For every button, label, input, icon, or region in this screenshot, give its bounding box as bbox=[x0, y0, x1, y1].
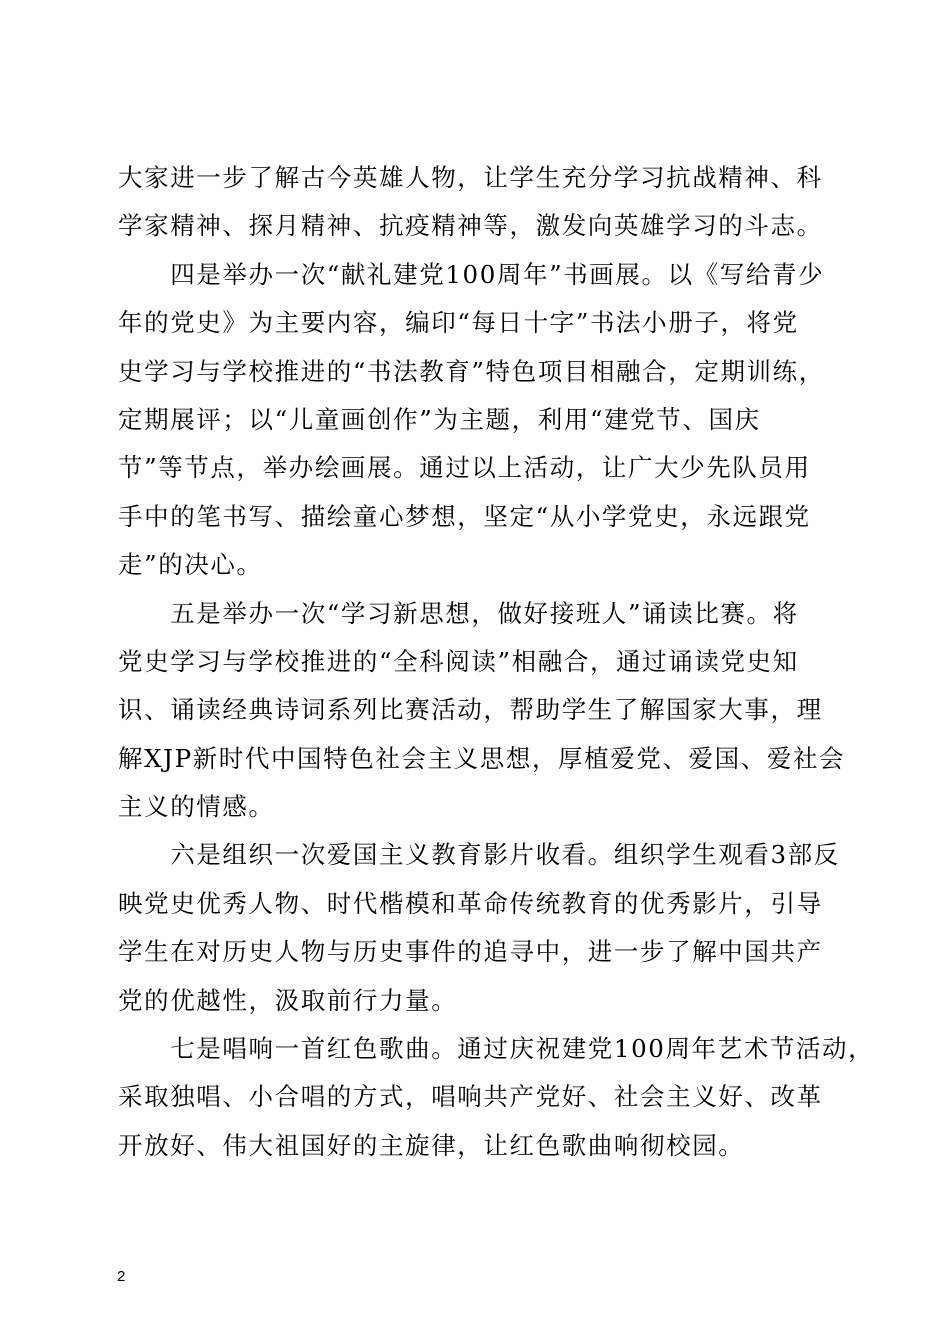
text-line: 党史学习与学校推进的“全科阅读”相融合，通过诵读党史知 bbox=[118, 646, 799, 676]
text-line: 定期展评；以“儿童画创作”为主题，利用“建党节、国庆 bbox=[118, 404, 761, 434]
text-line: 开放好、伟大祖国好的主旋律，让红色歌曲响彻校园。 bbox=[118, 1130, 745, 1160]
text-line: 年的党史》为主要内容，编印“每日十字”书法小册子，将党 bbox=[118, 308, 799, 338]
text-line: 五是举办一次“学习新思想，做好接班人”诵读比赛。将 bbox=[118, 598, 799, 628]
body-text bbox=[118, 154, 875, 1170]
text-line: 六是组织一次爱国主义教育影片收看。组织学生观看3部反 bbox=[118, 840, 840, 870]
text-line: 四是举办一次“献礼建党100周年”书画展。以《写给青少 bbox=[118, 259, 825, 289]
text-line: 党的优越性，汲取前行力量。 bbox=[118, 985, 458, 1015]
text-line: 解XJP新时代中国特色社会主义思想，厚植爱党、爱国、爱社会 bbox=[118, 743, 846, 773]
page-number: 2 bbox=[117, 1268, 126, 1285]
text-line: 主义的情感。 bbox=[118, 792, 275, 822]
text-line: 史学习与学校推进的“书法教育”特色项目相融合，定期训练， bbox=[118, 356, 825, 386]
text-line: 节”等节点，举办绘画展。通过以上活动，让广大少先队员用 bbox=[118, 453, 811, 483]
text-line: 映党史优秀人物、时代楷模和革命传统教育的优秀影片，引导 bbox=[118, 888, 823, 918]
text-line: 学家精神、探月精神、抗疫精神等，激发向英雄学习的斗志。 bbox=[118, 211, 823, 241]
text-line: 学生在对历史人物与历史事件的追寻中，进一步了解中国共产 bbox=[118, 937, 823, 967]
text-line: 大家进一步了解古今英雄人物，让学生充分学习抗战精神、科 bbox=[118, 163, 823, 192]
text-line: 识、诵读经典诗词系列比赛活动，帮助学生了解国家大事，理 bbox=[118, 695, 823, 725]
text-line: 七是唱响一首红色歌曲。通过庆祝建党100周年艺术节活动， bbox=[118, 1034, 875, 1064]
text-line: 走”的决心。 bbox=[118, 550, 263, 580]
text-line: 采取独唱、小合唱的方式，唱响共产党好、社会主义好、改革 bbox=[118, 1082, 823, 1112]
text-line: 手中的笔书写、描绘童心梦想，坚定“从小学党史，永远跟党 bbox=[118, 501, 811, 531]
